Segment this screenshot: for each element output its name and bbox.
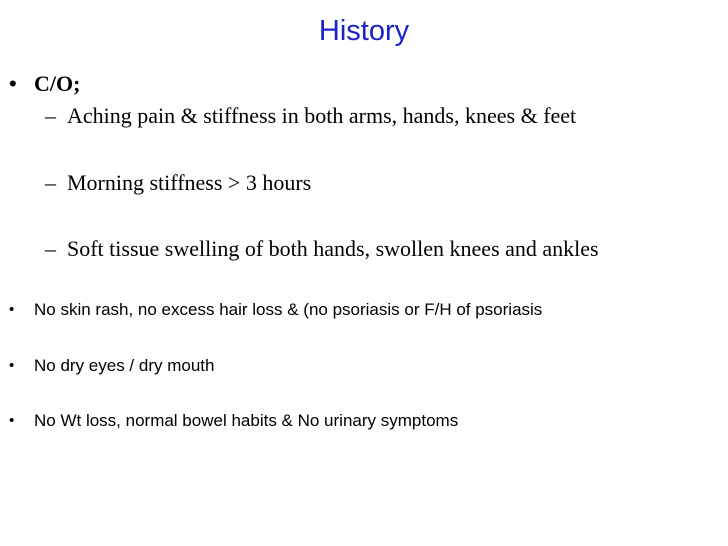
- bullet-marker: •: [9, 357, 15, 374]
- bullet-marker: •: [9, 71, 17, 96]
- bullet-marker: •: [9, 301, 15, 318]
- bullet-marker: •: [9, 412, 15, 429]
- sub-item-text: Soft tissue swelling of both hands, swollen knees and ankles: [67, 236, 599, 261]
- sub-item-text: Aching pain & stiffness in both arms, hands, knees & feet: [67, 103, 577, 128]
- complaint-heading: C/O;: [34, 71, 81, 96]
- slide-title: History: [318, 15, 410, 47]
- bullet-text: No dry eyes / dry mouth: [34, 356, 215, 375]
- sub-item-text: Morning stiffness > 3 hours: [67, 170, 312, 195]
- dash-marker: –: [45, 103, 56, 128]
- dash-marker: –: [45, 170, 56, 195]
- bullet-text: No skin rash, no excess hair loss & (no psoriasis or F/H of psoriasis: [34, 300, 543, 319]
- dash-marker: –: [45, 236, 56, 261]
- bullet-text: No Wt loss, normal bowel habits & No urinary symptoms: [34, 411, 459, 430]
